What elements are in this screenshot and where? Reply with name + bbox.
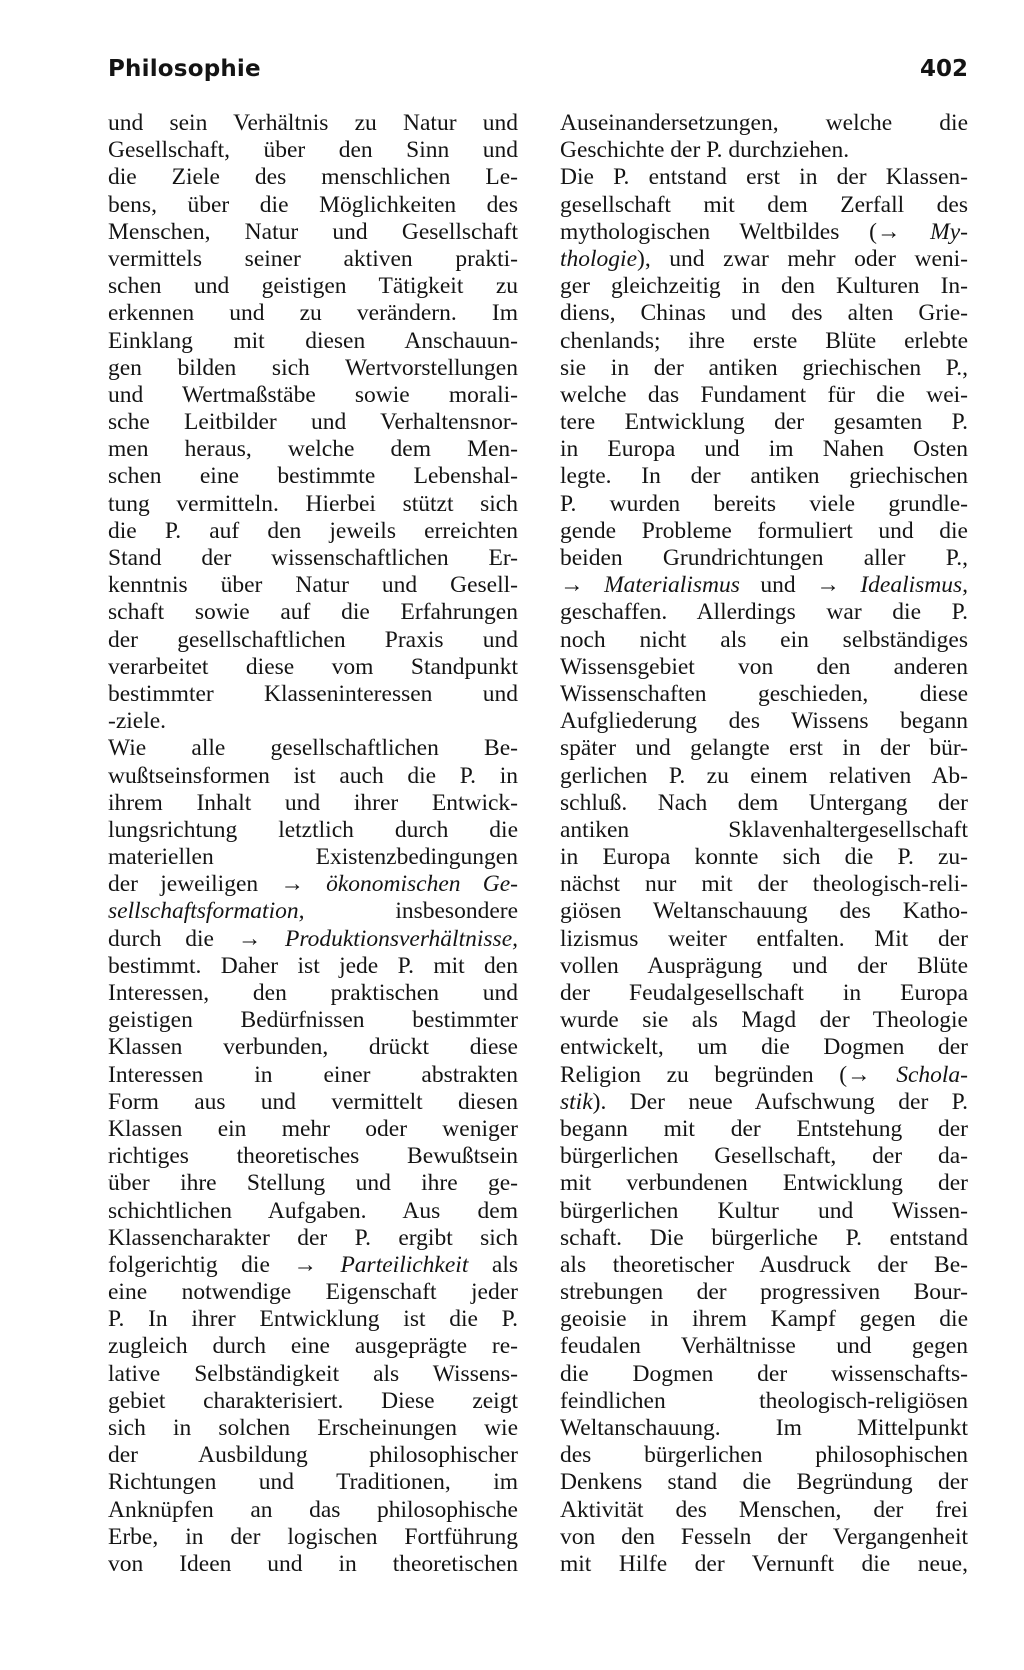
text-line [108,1551,518,1578]
text-line [108,735,518,762]
text-segment: Aufgliederung des Wissens begann [560,708,968,735]
text-line [560,1469,968,1496]
text-segment: von Ideen und in theoretischen [108,1550,518,1577]
text-line [560,110,968,137]
text-segment: gen bilden sich Wertvorstellungen [108,354,518,381]
text-segment: gerlichen P. zu einem relativen Ab- [560,762,968,789]
text-segment: Interessen, den praktischen und [108,980,518,1006]
text-segment: tung vermitteln. Hierbei stützt sich [108,490,518,517]
text-line [560,219,968,246]
text-segment: feindlichen theologisch-religiösen [560,1387,968,1414]
text-line [560,545,968,572]
text-segment: gebiet charakterisiert. Diese zeigt [108,1387,518,1414]
text-line [108,1306,518,1333]
text-segment: schaft. Die bürgerliche P. entstand [560,1224,968,1251]
text-segment: begann mit der Entstehung der [560,1115,968,1142]
text-segment: Klassen verbunden, drückt diese [108,1034,518,1061]
text-line [108,1225,518,1252]
text-line [560,1089,968,1116]
text-line [108,246,518,273]
text-line [560,491,968,518]
text-segment: Klassencharakter der P. ergibt sich [108,1224,518,1251]
text-segment: Aktivität des Menschen, der frei [560,1496,968,1523]
text-line [108,518,518,545]
text-segment: schen eine bestimmte Lebenshal- [108,463,518,490]
text-segment: verarbeitet diese vom Standpunkt [108,653,518,680]
text-line [108,763,518,790]
text-segment: bens, über die Möglichkeiten des [108,191,518,218]
text-segment: antiken Sklavenhaltergesellschaft [560,816,968,843]
text-line [108,137,518,164]
text-line [108,599,518,626]
text-segment: feudalen Verhältnisse und gegen [560,1333,968,1360]
text-line [560,1333,968,1360]
text-segment: P. wurden bereits viele grundle- [560,490,968,517]
text-line [560,1551,968,1578]
text-line [560,355,968,382]
text-line [560,273,968,300]
text-segment: welche das Fundament für die wei- [560,381,968,408]
text-line [560,654,968,681]
text-segment: eine notwendige Eigenschaft jeder [108,1279,518,1306]
text-line [560,1252,968,1279]
text-line [560,246,968,273]
text-line [560,300,968,327]
text-line [560,1361,968,1388]
text-segment: Richtungen und Traditionen, im [108,1469,518,1496]
text-segment: insbesondere [304,898,518,925]
text-line [560,1415,968,1442]
text-line [560,817,968,844]
text-line [108,1415,518,1442]
text-segment: lungsrichtung letztlich durch die [108,816,518,843]
left-text-column [108,110,518,1578]
text-line [108,790,518,817]
text-line [560,1497,968,1524]
text-segment: Gesellschaft, über den Sinn und [108,137,518,164]
text-line [108,980,518,1007]
text-line [108,1442,518,1469]
running-header [108,56,968,90]
text-line [108,164,518,191]
text-line [108,328,518,355]
text-segment: mythologischen Weltbildes (→ [560,218,931,245]
text-line [560,1388,968,1415]
page-number: 402 [919,56,968,82]
text-line [108,1252,518,1279]
text-segment: geschaffen. Allerdings war die P. [560,599,968,626]
text-segment: Klassen ein mehr oder weniger [108,1115,518,1142]
text-segment: gesellschaft mit dem Zerfall des [560,191,968,218]
text-line [108,300,518,327]
text-segment: der Ausbildung philosophischer [108,1442,518,1469]
text-line [560,980,968,1007]
text-segment: richtiges theoretisches Bewußtsein [108,1143,518,1170]
text-segment: wurde sie als Magd der Theologie [560,1007,968,1034]
right-text-column [560,110,968,1578]
text-segment: nächst nur mit der theologisch-reli- [560,871,968,898]
text-segment: vollen Ausprägung und der Blüte [560,952,968,979]
text-segment: Wissensgebiet von den anderen [560,653,968,680]
text-segment: Erbe, in der logischen Fortführung [108,1523,518,1550]
text-segment: sche Leitbilder und Verhaltensnor- [108,409,518,436]
text-line [108,1089,518,1116]
text-segment: schaft sowie auf die Erfahrungen [108,599,518,626]
text-segment: → [560,572,605,599]
text-line [108,219,518,246]
text-segment: der gesellschaftlichen Praxis und [108,626,518,653]
text-segment: geoisie in ihrem Kampf gegen die [560,1306,968,1333]
text-segment: Interessen in einer abstrakten [108,1061,518,1088]
text-line [560,1007,968,1034]
text-line [560,192,968,219]
text-line [108,654,518,681]
text-line [560,1225,968,1252]
text-segment: lizismus weiter entfalten. Mit der [560,925,968,952]
cross-reference-term: stik [560,1088,593,1115]
text-segment: schluß. Nach dem Untergang der [560,789,968,816]
text-segment: schen und geistigen Tätigkeit zu [108,273,518,300]
text-segment: der jeweiligen → [108,871,327,898]
text-line [560,1198,968,1225]
text-segment: von den Fesseln der Vergangenheit [560,1523,968,1550]
text-line [560,708,968,735]
text-segment: wußtseinsformen ist auch die P. in [108,762,518,789]
text-segment: chenlands; ihre erste Blüte erlebte [560,327,968,354]
text-line [560,1062,968,1089]
cross-reference-term: ökonomischen Ge- [326,871,518,898]
text-line [108,1361,518,1388]
text-segment: kenntnis über Natur und Gesell- [108,572,518,599]
text-line [560,1306,968,1333]
text-segment: bestimmter Klasseninteressen und [108,680,518,707]
text-line [108,436,518,463]
text-segment: mit Hilfe der Vernunft die neue, [560,1550,968,1577]
text-segment: über ihre Stellung und ihre ge- [108,1170,518,1197]
text-line [560,790,968,817]
text-line [560,898,968,925]
text-line [560,409,968,436]
text-line [560,1279,968,1306]
text-segment: gende Probleme formuliert und die [560,517,968,544]
text-segment: die Dogmen der wissenschafts- [560,1360,968,1387]
text-segment: beiden Grundrichtungen aller P., [560,545,968,571]
text-segment: Einklang mit diesen Anschauun- [108,327,518,354]
text-line [108,1198,518,1225]
text-line [108,898,518,925]
text-segment: Wie alle gesellschaftlichen Be- [108,735,518,762]
text-segment: Anknüpfen an das philosophische [108,1496,518,1523]
text-line [108,1034,518,1061]
text-line [560,926,968,953]
cross-reference-term: Parteilichkeit [340,1251,469,1278]
text-segment: entwickelt, um die Dogmen der [560,1034,968,1061]
text-segment: bürgerlichen Gesellschaft, der da- [560,1143,968,1170]
text-line [560,1170,968,1197]
text-line [560,871,968,898]
text-line [560,1442,968,1469]
text-segment: diens, Chinas und des alten Grie- [560,300,968,327]
text-segment: die Ziele des menschlichen Le- [108,164,518,191]
text-segment: Denkens stand die Begründung der [560,1469,968,1496]
text-segment: tere Entwicklung der gesamten P. [560,409,968,436]
text-segment: und Wertmaßstäbe sowie morali- [108,381,518,408]
text-segment: als [468,1251,518,1278]
text-line [108,409,518,436]
text-segment: Religion zu begründen (→ [560,1061,897,1088]
text-line [560,681,968,708]
text-segment: lative Selbständigkeit als Wissens- [108,1360,518,1387]
text-line [560,518,968,545]
text-segment: später und gelangte erst in der bür- [560,735,968,762]
text-line [108,192,518,219]
text-line [560,1524,968,1551]
text-line [108,681,518,708]
text-line [108,572,518,599]
text-line [108,1497,518,1524]
text-segment: materiellen Existenzbedingungen [108,844,518,871]
text-segment: vermittels seiner aktiven prakti- [108,245,518,272]
text-line [560,763,968,790]
text-line [108,1007,518,1034]
text-segment: Wissenschaften geschieden, diese [560,680,968,707]
cross-reference-term: Produktionsverhältnisse, [284,925,518,952]
text-segment: ), und zwar mehr oder weni- [637,245,968,272]
text-segment: Auseinandersetzungen, welche die [560,110,968,136]
text-segment: durch die → [108,925,285,952]
text-segment: bürgerlichen Kultur und Wissen- [560,1197,968,1224]
text-line [108,1524,518,1551]
text-line [560,382,968,409]
text-line [108,382,518,409]
text-line [108,491,518,518]
text-line [108,844,518,871]
text-segment: -ziele. [108,708,167,735]
text-line [108,1116,518,1143]
text-segment: zugleich durch eine ausgeprägte re- [108,1333,518,1360]
text-segment: giösen Weltanschauung des Katho- [560,898,968,925]
text-segment: erkennen und zu verändern. Im [108,300,518,327]
text-line [560,953,968,980]
cross-reference-term: Schola- [896,1061,968,1088]
text-line [108,1388,518,1415]
cross-reference-term: sellschaftsformation, [108,898,305,925]
text-segment: Die P. entstand erst in der Klassen- [560,164,968,191]
text-segment: der Feudalgesellschaft in Europa [560,980,968,1006]
text-segment: in Europa konnte sich die P. zu- [560,844,968,871]
text-line [108,627,518,654]
text-line [108,1469,518,1496]
text-line [108,110,518,137]
text-segment: geistigen Bedürfnissen bestimmter [108,1007,518,1034]
text-segment: men heraus, welche dem Men- [108,436,518,463]
text-segment: ihrem Inhalt und ihrer Entwick- [108,789,518,816]
text-line [108,463,518,490]
text-line [560,735,968,762]
text-line [108,273,518,300]
text-segment: ger gleichzeitig in den Kulturen In- [560,273,968,300]
text-line [108,817,518,844]
text-line [560,137,968,164]
text-line [560,463,968,490]
cross-reference-term: My- [930,218,968,245]
text-segment: ). Der neue Aufschwung der P. [592,1088,968,1115]
text-line [108,1062,518,1089]
cross-reference-term: Materialismus [604,572,740,599]
text-segment: schichtlichen Aufgaben. Aus dem [108,1197,518,1224]
text-segment: Form aus und vermittelt diesen [108,1088,518,1115]
text-segment: sie in der antiken griechischen P., [560,354,968,381]
cross-reference-term: Idealismus, [860,572,968,599]
text-line [108,355,518,382]
text-segment: und sein Verhältnis zu Natur und [108,110,518,136]
text-segment: als theoretischer Ausdruck der Be- [560,1251,968,1278]
text-segment: Weltanschauung. Im Mittelpunkt [560,1415,968,1441]
text-segment: folgerichtig die → [108,1251,341,1278]
text-line [560,844,968,871]
text-segment: legte. In der antiken griechischen [560,463,968,490]
text-line [108,1143,518,1170]
text-line [108,545,518,572]
cross-reference-term: thologie [560,245,638,272]
text-segment: mit verbundenen Entwicklung der [560,1170,968,1197]
text-line [560,627,968,654]
text-line [560,1116,968,1143]
text-line [560,164,968,191]
page-title: Philosophie [108,56,261,82]
text-segment: P. In ihrer Entwicklung ist die P. [108,1306,518,1333]
text-segment: des bürgerlichen philosophischen [560,1442,968,1469]
text-line [108,1170,518,1197]
text-line [560,572,968,599]
text-line [560,436,968,463]
text-line [560,1143,968,1170]
text-line [108,1333,518,1360]
text-segment: die P. auf den jeweils erreichten [108,517,518,544]
text-segment: und → [739,572,861,599]
text-segment: in Europa und im Nahen Osten [560,436,968,463]
text-segment: noch nicht als ein selbständiges [560,626,968,653]
text-line [108,926,518,953]
text-line [108,1279,518,1306]
text-segment: Geschichte der P. durchziehen. [560,137,850,164]
text-line [560,1034,968,1061]
text-segment: strebungen der progressiven Bour- [560,1279,968,1306]
text-line [560,328,968,355]
text-line [560,599,968,626]
text-line [108,871,518,898]
text-segment: Stand der wissenschaftlichen Er- [108,545,518,571]
text-segment: bestimmt. Daher ist jede P. mit den [108,952,518,979]
text-line [108,953,518,980]
text-segment: Menschen, Natur und Gesellschaft [108,218,518,245]
text-segment: sich in solchen Erscheinungen wie [108,1415,518,1441]
text-line [108,708,518,735]
